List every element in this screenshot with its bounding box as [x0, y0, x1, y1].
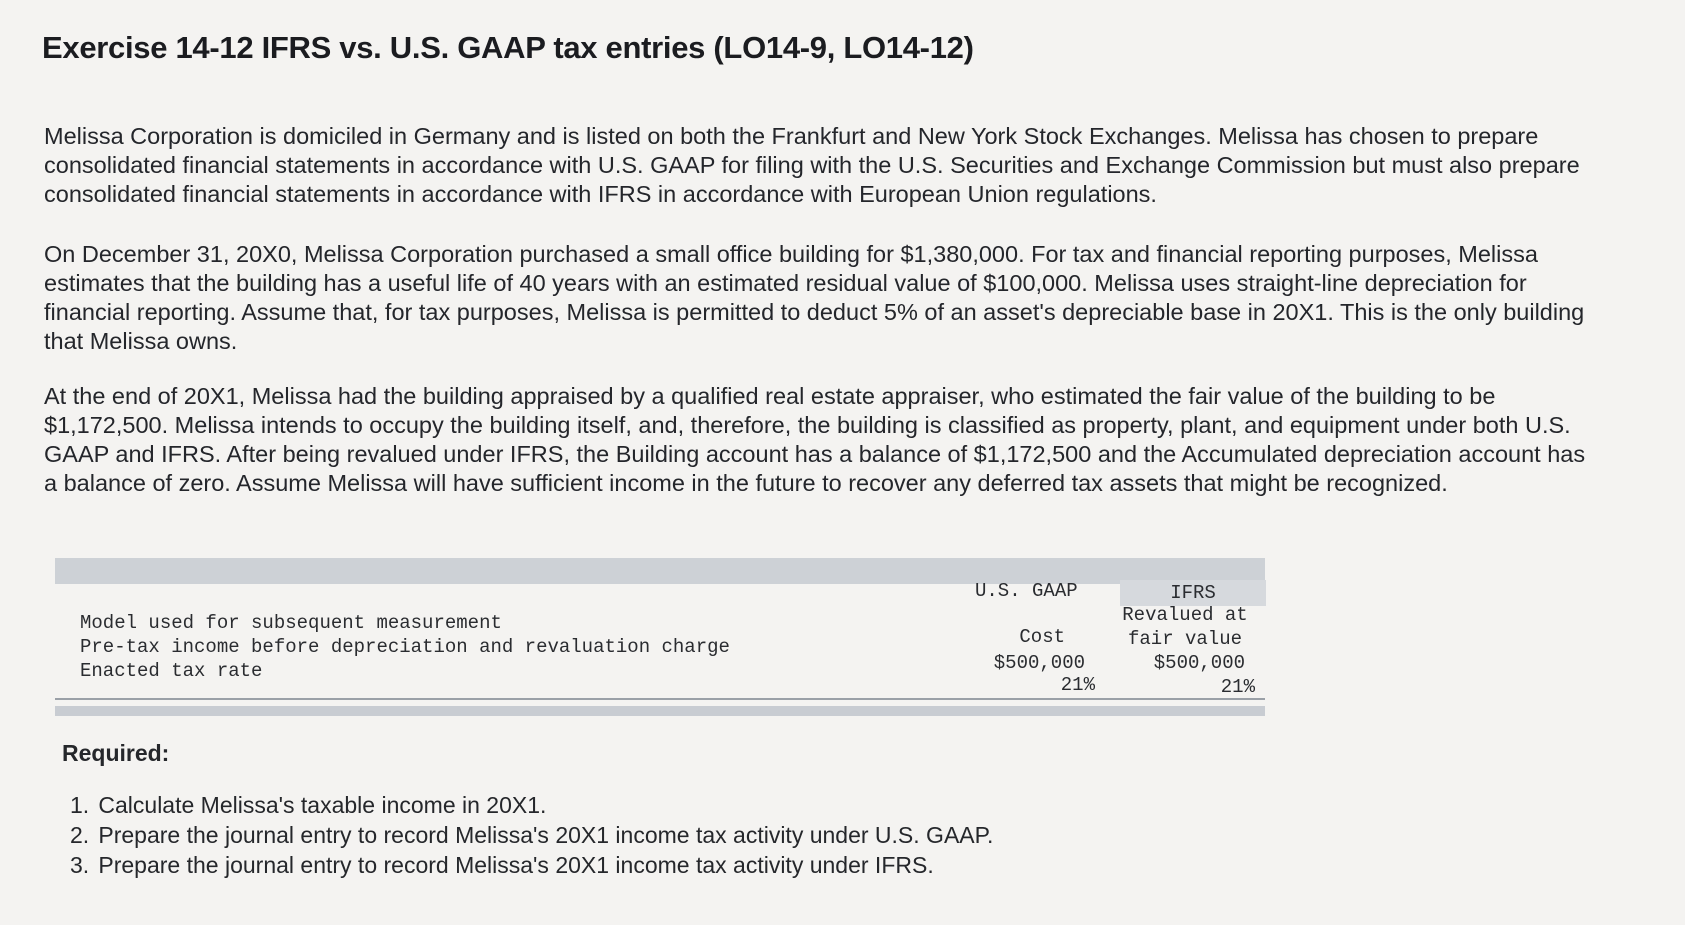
- purchase-paragraph: On December 31, 20X0, Melissa Corporation purchased a small office building for $1,380,000. For tax and financial reporting purposes, Melissa estimates that the building has a useful life of 40 years with an estimated residual value of $100,000. Melissa uses straight-line depreciation for financial reporting. Assume that, for tax purposes, Melissa is permitted to deduct 5% of an asset's depreciable base in 20X1. This is the only building that Melissa owns.: [44, 241, 1585, 354]
- column-header-ifrs: IFRS: [1120, 580, 1266, 606]
- cell-ifrs-tax-rate: 21%: [1220, 676, 1255, 698]
- row-label-pretax-income: Pre-tax income before depreciation and revaluation charge: [80, 636, 730, 658]
- required-item: 2. Prepare the journal entry to record Melissa's 20X1 income tax activity under U.S. GAAP.: [70, 822, 994, 848]
- row-label-model: Model used for subsequent measurement: [80, 612, 502, 634]
- cell-ifrs-model-line1: Revalued at: [1122, 604, 1248, 626]
- required-item: 1. Calculate Melissa's taxable income in 20X1.: [70, 792, 547, 818]
- data-table: [55, 558, 1265, 726]
- intro-paragraph: Melissa Corporation is domiciled in Germany and is listed on both the Frankfurt and New York Stock Exchanges. Melissa has chosen to prepare consolidated financial statements in accordance with U.S. GAAP for filing with the U.S. Securities and Exchange Commission but must also prepare consolidated financial statements in accordance with IFRS in accordance with European Union regulations.: [44, 123, 1580, 207]
- required-item: 3. Prepare the journal entry to record Melissa's 20X1 income tax activity under IFRS.: [70, 852, 934, 878]
- required-list: [70, 790, 993, 880]
- revaluation-paragraph: At the end of 20X1, Melissa had the building appraised by a qualified real estate appraiser, who estimated the fair value of the building to be $1,172,500. Melissa intends to occupy the building itself, and, therefore, the building is classified as property, plant, and equipment under both U.S. GAAP and IFRS. After being revalued under IFRS, the Building account has a balance of $1,172,500 and the Accumulated depreciation account has a balance of zero. Assume Melissa will have sufficient income in the future to recover any deferred tax assets that might be recognized.: [44, 383, 1586, 496]
- cell-gaap-tax-rate: 21%: [1060, 674, 1095, 696]
- column-header-gaap: U.S. GAAP: [975, 580, 1078, 602]
- row-label-tax-rate: Enacted tax rate: [80, 660, 263, 682]
- cell-ifrs-pretax-income: $500,000: [1153, 652, 1245, 674]
- table-bottom-bar: [55, 706, 1265, 716]
- cell-gaap-model: Cost: [1019, 626, 1065, 648]
- cell-ifrs-model-line2: fair value: [1127, 628, 1243, 650]
- cell-gaap-pretax-income: $500,000: [993, 652, 1085, 674]
- table-divider: [55, 698, 1265, 700]
- table-top-bar: [55, 558, 1265, 584]
- exercise-title: Exercise 14-12 IFRS vs. U.S. GAAP tax entries (LO14-9, LO14-12): [42, 30, 974, 65]
- required-heading: Required:: [62, 740, 170, 766]
